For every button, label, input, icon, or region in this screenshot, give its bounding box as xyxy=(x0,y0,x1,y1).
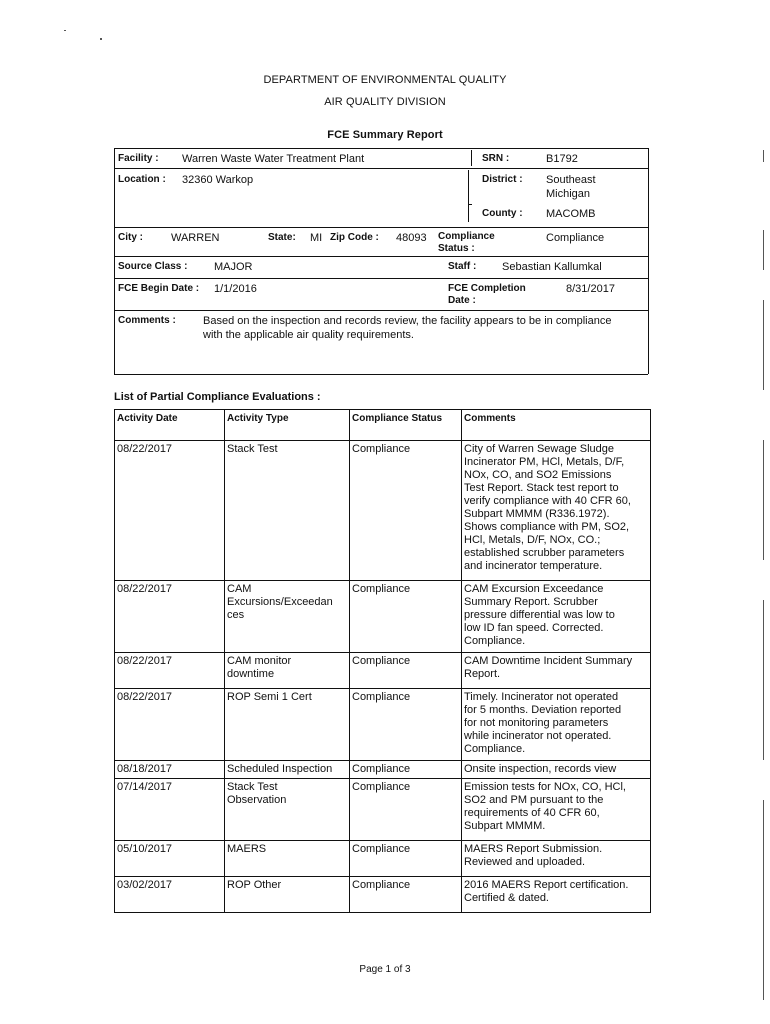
table-row xyxy=(115,581,651,653)
facility-value: Warren Waste Water Treatment Plant xyxy=(182,153,365,165)
srn-value: B1792 xyxy=(546,153,578,165)
comments-label: Comments : xyxy=(118,315,176,326)
fce-begin-value: 1/1/2016 xyxy=(214,283,257,295)
staff-value: Sebastian Kallumkal xyxy=(502,261,602,273)
comment-line: City of Warren Sewage Sludge xyxy=(464,443,614,455)
comment-line: Compliance. xyxy=(464,635,526,647)
activity-date-cell: 03/02/2017 xyxy=(115,877,225,913)
activity-date-cell: 08/22/2017 xyxy=(115,653,225,689)
county-label: County : xyxy=(482,208,523,219)
source-class-label: Source Class : xyxy=(118,261,188,272)
activity-type-line: Stack Test xyxy=(227,781,278,793)
comments-cell xyxy=(462,653,651,689)
comment-line: while incinerator not operated. xyxy=(464,730,612,742)
compliance-status-label-line1: Compliance xyxy=(438,231,495,242)
activity-type-line: MAERS xyxy=(227,843,267,855)
comment-line: Report. xyxy=(464,668,501,680)
comment-line: pressure differential was low to xyxy=(464,609,615,621)
comment-line: Shows compliance with PM, SO2, xyxy=(464,521,630,533)
activity-type-cell xyxy=(225,689,350,761)
comment-line: established scrubber parameters xyxy=(464,547,625,559)
compliance-status-cell: Compliance xyxy=(350,761,462,779)
comment-line: Subpart MMMM (R336.1972). xyxy=(464,508,610,520)
city-label: City : xyxy=(118,232,143,243)
comments-value-line1: Based on the inspection and records review, the facility appears to be in compliance xyxy=(203,315,612,327)
table-row xyxy=(115,841,651,877)
comment-line: Test Report. Stack test report to xyxy=(464,482,619,494)
comments-cell xyxy=(462,761,651,779)
comments-value-line2: with the applicable air quality requirements. xyxy=(203,329,414,341)
activity-date-cell: 07/14/2017 xyxy=(115,779,225,841)
activity-type-line: Excursions/Exceedan xyxy=(227,596,333,608)
comments-cell xyxy=(462,441,651,581)
district-value-line2: Michigan xyxy=(546,188,591,200)
comment-line: Onsite inspection, records view xyxy=(464,763,617,775)
column-header: Activity Date xyxy=(115,410,225,441)
comment-line: NOx, CO, and SO2 Emissions xyxy=(464,469,612,481)
activity-type-cell xyxy=(225,841,350,877)
evaluations-table-body xyxy=(115,441,651,913)
evaluations-section-title: List of Partial Compliance Evaluations : xyxy=(114,391,321,403)
comment-line: CAM Excursion Exceedance xyxy=(464,583,604,595)
location-value: 32360 Warkop xyxy=(182,174,254,186)
zip-label: Zip Code : xyxy=(330,232,379,243)
activity-date-cell: 05/10/2017 xyxy=(115,841,225,877)
activity-date-cell: 08/22/2017 xyxy=(115,581,225,653)
compliance-status-cell: Compliance xyxy=(350,653,462,689)
fce-completion-value: 8/31/2017 xyxy=(566,283,615,295)
activity-date-cell: 08/18/2017 xyxy=(115,761,225,779)
fce-completion-label-line2: Date : xyxy=(448,295,476,306)
comment-line: verify compliance with 40 CFR 60, xyxy=(464,495,631,507)
comment-line: CAM Downtime Incident Summary xyxy=(464,655,633,667)
column-header: Activity Type xyxy=(225,410,350,441)
compliance-status-cell: Compliance xyxy=(350,689,462,761)
location-label: Location : xyxy=(118,174,166,185)
activity-type-line: Stack Test xyxy=(227,443,278,455)
activity-type-line: CAM monitor xyxy=(227,655,292,667)
table-row xyxy=(115,761,651,779)
comment-line: SO2 and PM pursuant to the xyxy=(464,794,604,806)
compliance-status-cell: Compliance xyxy=(350,581,462,653)
activity-type-line: CAM xyxy=(227,583,252,595)
source-class-value: MAJOR xyxy=(214,261,253,273)
comment-line: Incinerator PM, HCl, Metals, D/F, xyxy=(464,456,625,468)
comment-line: 2016 MAERS Report certification. xyxy=(464,879,629,891)
table-row xyxy=(115,689,651,761)
table-row xyxy=(115,877,651,913)
comment-line: Emission tests for NOx, CO, HCl, xyxy=(464,781,626,793)
activity-type-cell xyxy=(225,761,350,779)
comment-line: Reviewed and uploaded. xyxy=(464,856,586,868)
activity-date-cell: 08/22/2017 xyxy=(115,689,225,761)
activity-type-line: Scheduled Inspection xyxy=(227,763,333,775)
page-number: Page 1 of 3 xyxy=(359,964,411,975)
activity-type-line: ROP Semi 1 Cert xyxy=(227,691,312,703)
division-heading: AIR QUALITY DIVISION xyxy=(324,96,446,108)
compliance-status-label-line2: Status : xyxy=(438,243,475,254)
compliance-status-cell: Compliance xyxy=(350,841,462,877)
table-header-row xyxy=(115,410,651,441)
district-value-line1: Southeast xyxy=(546,174,596,186)
state-value: MI xyxy=(310,232,323,244)
comment-line: Subpart MMMM. xyxy=(464,820,546,832)
comment-line: and incinerator temperature. xyxy=(464,560,603,572)
compliance-status-cell: Compliance xyxy=(350,877,462,913)
activity-type-line: ROP Other xyxy=(227,879,282,891)
srn-label: SRN : xyxy=(482,153,510,164)
activity-type-cell xyxy=(225,581,350,653)
district-label: District : xyxy=(482,174,523,185)
activity-type-cell xyxy=(225,877,350,913)
comments-cell xyxy=(462,779,651,841)
activity-type-line: ces xyxy=(227,609,245,621)
comments-cell xyxy=(462,689,651,761)
table-row xyxy=(115,653,651,689)
comment-line: Timely. Incinerator not operated xyxy=(464,691,619,703)
fce-completion-label-line1: FCE Completion xyxy=(448,283,526,294)
comment-line: for not monitoring parameters xyxy=(464,717,609,729)
column-header: Compliance Status xyxy=(350,410,462,441)
zip-value: 48093 xyxy=(396,232,427,244)
compliance-status-cell: Compliance xyxy=(350,779,462,841)
comment-line: Summary Report. Scrubber xyxy=(464,596,598,608)
table-row xyxy=(115,441,651,581)
compliance-status-value: Compliance xyxy=(546,232,605,244)
city-value: WARREN xyxy=(171,232,220,244)
activity-type-cell xyxy=(225,653,350,689)
comment-line: HCl, Metals, D/F, NOx, CO.; xyxy=(464,534,601,546)
county-value: MACOMB xyxy=(546,208,596,220)
staff-label: Staff : xyxy=(448,261,477,272)
state-label: State: xyxy=(268,232,296,243)
activity-type-line: downtime xyxy=(227,668,275,680)
comments-cell xyxy=(462,877,651,913)
comment-line: MAERS Report Submission. xyxy=(464,843,603,855)
evaluations-table xyxy=(114,409,651,913)
activity-type-cell xyxy=(225,441,350,581)
comments-cell xyxy=(462,581,651,653)
activity-date-cell: 08/22/2017 xyxy=(115,441,225,581)
comments-cell xyxy=(462,841,651,877)
report-title: FCE Summary Report xyxy=(327,129,443,141)
compliance-status-cell: Compliance xyxy=(350,441,462,581)
comment-line: for 5 months. Deviation reported xyxy=(464,704,622,716)
activity-type-line: Observation xyxy=(227,794,287,806)
facility-label: Facility : xyxy=(118,153,159,164)
comment-line: low ID fan speed. Corrected. xyxy=(464,622,604,634)
activity-type-cell xyxy=(225,779,350,841)
department-heading: DEPARTMENT OF ENVIRONMENTAL QUALITY xyxy=(263,74,507,86)
comment-line: Certified & dated. xyxy=(464,892,549,904)
column-header: Comments xyxy=(462,410,651,441)
comment-line: requirements of 40 CFR 60, xyxy=(464,807,600,819)
table-row xyxy=(115,779,651,841)
comment-line: Compliance. xyxy=(464,743,526,755)
fce-begin-label: FCE Begin Date : xyxy=(118,283,200,294)
